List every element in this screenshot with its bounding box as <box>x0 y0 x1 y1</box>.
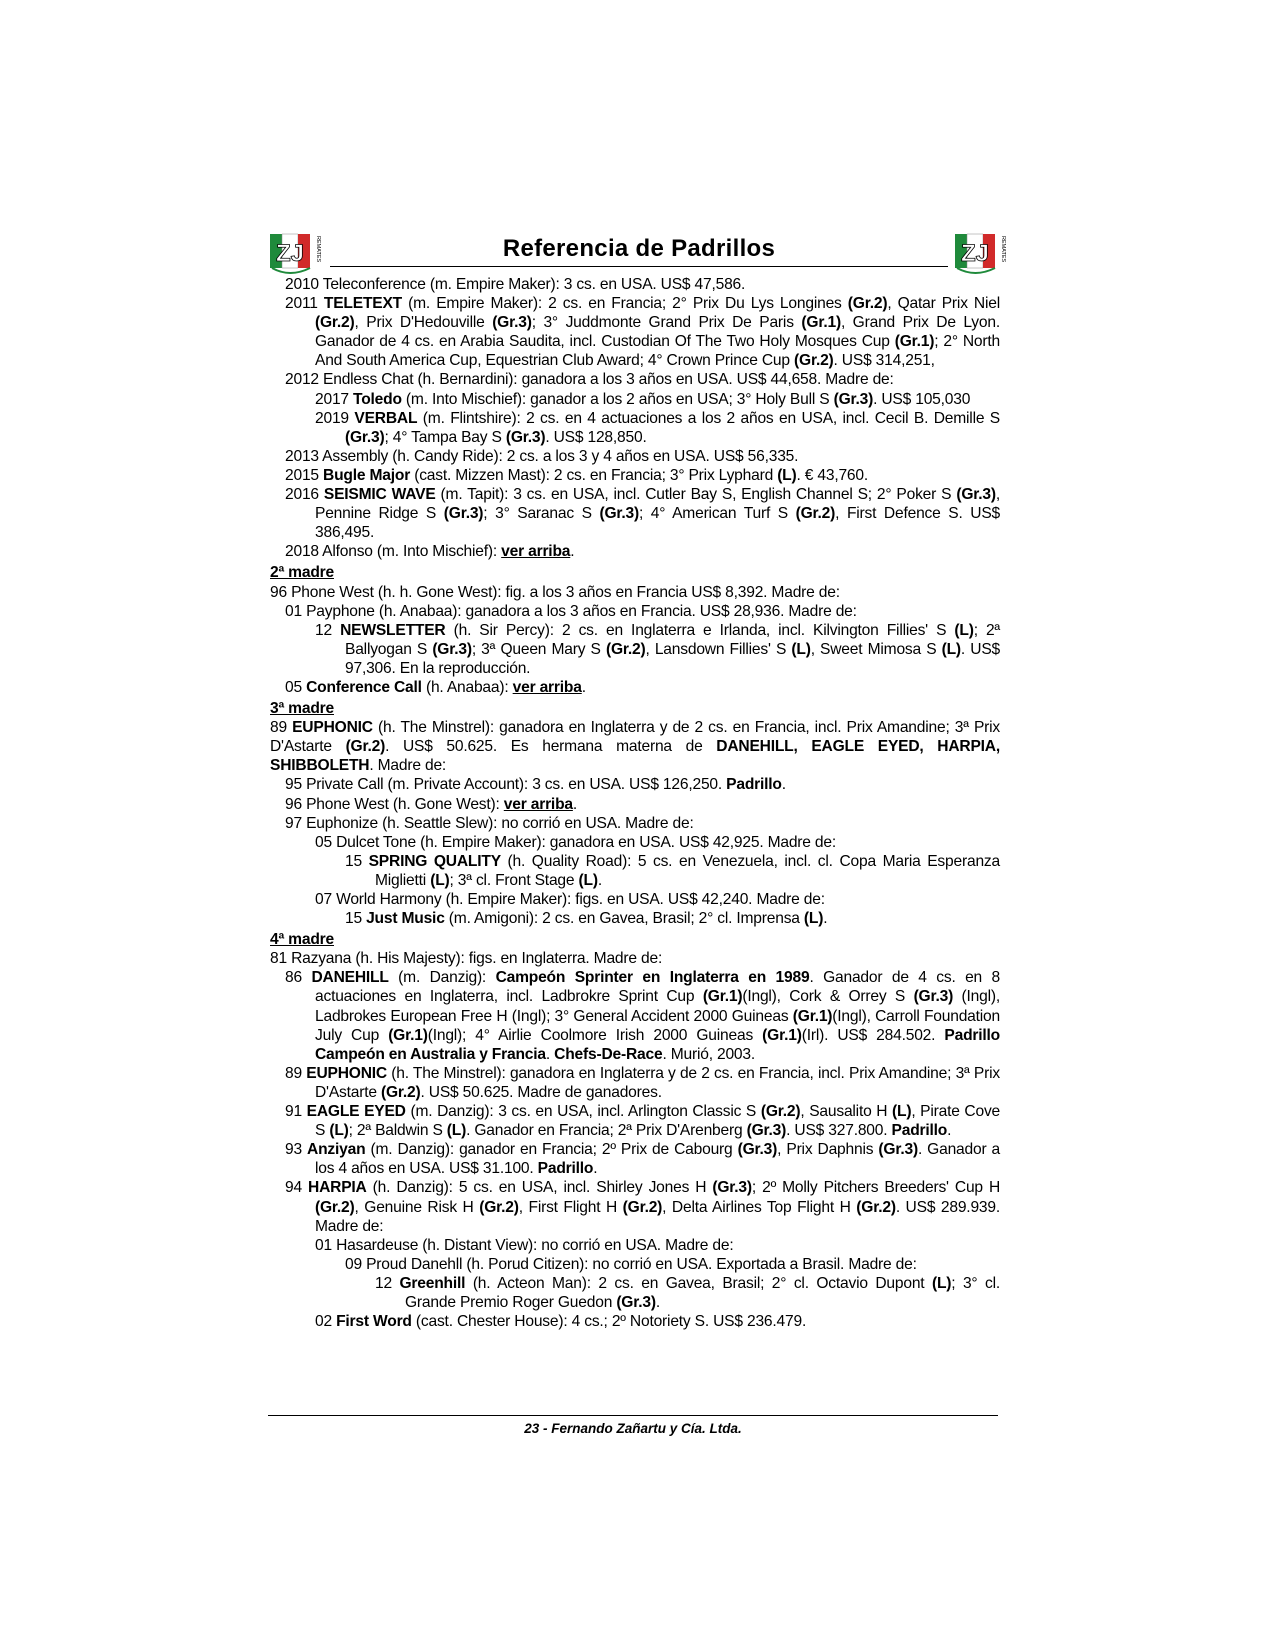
entry-text: . US$ 128,850. <box>545 428 647 446</box>
zj-remates-logo-left <box>268 228 324 276</box>
entry-text: (Gr.3) <box>443 505 484 523</box>
entry-text: DANEHILL, EAGLE EYED, HARPIA, SHIBBOLETH <box>270 738 1000 775</box>
entry-text: EUPHONIC <box>306 1064 387 1082</box>
entry-text: 2019 <box>315 409 355 427</box>
entry-text: 94 <box>285 1179 309 1197</box>
entry-text: 07 World Harmony (h. Empire Maker): figs. en USA. US$ 42,240. Madre de: <box>315 891 825 908</box>
pedigree-entry <box>270 814 1000 833</box>
entry-text: (h. Acteon Man): 2 cs. en Gavea, Brasil; 2° cl. Octavio Dupont <box>465 1274 932 1292</box>
section-heading <box>270 930 1000 949</box>
pedigree-entry <box>270 795 1000 814</box>
entry-text: SPRING QUALITY <box>368 852 501 870</box>
entry-text: . <box>581 678 586 696</box>
pedigree-entry <box>270 447 1000 466</box>
entry-text: . <box>572 795 578 813</box>
pedigree-entry <box>270 370 1000 389</box>
entry-text: . Ganador de 4 cs. en 8 actuaciones en Inglaterra, incl. Ladbrokre Sprint Cup <box>315 969 1001 1006</box>
entry-text: . US$ 50.625. Madre de ganadores. <box>420 1083 662 1101</box>
entry-text: . € 43,760. <box>796 466 868 484</box>
entry-text: (Gr.2) <box>605 640 646 658</box>
entry-text: 97 Euphonize (h. Seattle Slew): no corrió en USA. Madre de: <box>285 814 694 832</box>
entry-text: (Gr.3) <box>913 988 954 1006</box>
entry-text: 95 Private Call (m. Private Account): 3 cs. en USA. US$ 126,250. <box>285 776 727 794</box>
entry-text: (Gr.3) <box>878 1141 918 1159</box>
cross-reference-link[interactable]: ver arriba <box>512 678 582 696</box>
pedigree-entry <box>270 583 1000 602</box>
entry-text: (Gr.3) <box>833 390 874 408</box>
pedigree-entry <box>270 949 1000 968</box>
entry-text: (Gr.2) <box>315 1198 355 1216</box>
entry-text: 15 <box>345 910 367 928</box>
entry-text: (Gr.2) <box>794 352 834 370</box>
entry-text: . US$ 50.625. Es hermana materna de <box>385 738 717 756</box>
entry-text: . Madre de: <box>369 757 447 775</box>
pedigree-entry <box>270 409 1000 447</box>
entry-text: (Gr.2) <box>345 738 386 756</box>
entry-text: (h. Danzig): 5 cs. en USA, incl. Shirley Jones H <box>366 1179 713 1197</box>
entry-text: (Ingl), Ladbrokes European Free H (Ingl); 3° General Accident 2000 Guineas <box>315 988 1001 1025</box>
section-heading <box>270 563 1000 582</box>
entry-text: (L) <box>941 640 961 658</box>
entry-text: 12 <box>375 1274 400 1292</box>
entry-text: ; 4° American Turf S <box>639 505 796 523</box>
entry-text: (Gr.3) <box>345 428 385 446</box>
entry-text: (Gr.1) <box>762 1026 802 1044</box>
entry-text: (m. Flintshire): 2 cs. en 4 actuaciones a los 2 años en USA, incl. Cecil B. Demille S <box>417 409 1000 427</box>
pedigree-entry <box>270 1102 1000 1140</box>
entry-text: 01 Hasardeuse (h. Distant View): no corrió en USA. Madre de: <box>315 1236 734 1254</box>
entry-text: (Gr.1) <box>388 1026 428 1044</box>
entry-text: (h. Quality Road): 5 cs. en Venezuela, incl. cl. Copa Maria Esperanza Miglietti <box>375 852 1000 889</box>
entry-text: 96 Phone West (h. Gone West): <box>285 795 504 813</box>
entry-text: 4ª madre <box>270 931 334 949</box>
entry-text: (Gr.2) <box>795 505 836 523</box>
entry-text: 05 <box>285 678 307 696</box>
entry-text: (Gr.2) <box>856 1198 896 1216</box>
entry-text: EAGLE EYED <box>306 1103 406 1121</box>
pedigree-entry <box>270 1064 1000 1102</box>
pedigree-entry <box>270 1140 1000 1178</box>
entry-text: . US$ 314,251, <box>833 352 935 370</box>
entry-text: ; 4° Tampa Bay S <box>384 428 506 446</box>
entry-text: Conference Call <box>306 678 422 696</box>
entry-text: (cast. Chester House): 4 cs.; 2º Notoriety S. US$ 236.479. <box>411 1313 807 1331</box>
entry-text: (Ingl), Cork & Orrey S <box>742 988 914 1006</box>
entry-text: 15 <box>345 852 369 870</box>
entry-text: (m. Danzig): ganador en Francia; 2º Prix de Cabourg <box>365 1141 738 1159</box>
entry-text: . <box>655 1293 660 1311</box>
entry-text: . US$ 105,030 <box>873 390 971 408</box>
entry-text: . Ganador a los 4 años en USA. US$ 31.100. <box>315 1141 1001 1178</box>
entry-text: (L) <box>578 871 598 889</box>
entry-text: . <box>823 910 828 928</box>
entry-text: NEWSLETTER <box>340 621 446 639</box>
pedigree-entry <box>270 718 1000 775</box>
entry-text: 2013 Assembly (h. Candy Ride): 2 cs. a los 3 y 4 años en USA. US$ 56,335. <box>285 447 799 465</box>
svg-text:REMATES: REMATES <box>1000 236 1006 263</box>
entry-text: (L) <box>954 621 974 639</box>
entry-text: 2010 Teleconference (m. Empire Maker): 3 cs. en USA. US$ 47,586. <box>285 276 746 293</box>
pedigree-entry <box>270 275 1000 294</box>
pedigree-entry <box>270 1178 1000 1235</box>
cross-reference-link[interactable]: ver arriba <box>501 543 571 561</box>
pedigree-entry <box>270 909 1000 928</box>
entry-text: 81 Razyana (h. His Majesty): figs. en Inglaterra. Madre de: <box>270 950 663 968</box>
entry-text: (h. The Minstrel): ganadora en Inglaterra y de 2 cs. en Francia, incl. Prix Amandine; 3ª Prix D'Astarte <box>315 1064 1000 1101</box>
entry-text: , Pirate Cove S <box>315 1103 1001 1140</box>
entry-text: 2016 <box>285 486 324 504</box>
pedigree-entry <box>270 1312 1000 1331</box>
entry-text: . <box>947 1122 952 1140</box>
entry-text: . Ganador en Francia; 2ª Prix D'Arenberg <box>466 1122 747 1140</box>
entry-text: , First Flight H <box>518 1198 623 1216</box>
entry-text: (Gr.2) <box>479 1198 519 1216</box>
entry-text: , Genuine Risk H <box>354 1198 480 1216</box>
entry-text: (m. Danzig): 3 cs. en USA, incl. Arlington Classic S <box>405 1103 761 1121</box>
entry-text: DANEHILL <box>311 969 389 987</box>
entry-text: , First Defence S. US$ 386,495. <box>315 505 1000 542</box>
entry-text: (L) <box>931 1274 952 1292</box>
page-footer: 23 - Fernando Zañartu y Cía. Ltda. <box>524 1421 742 1436</box>
entry-text: Campeón Sprinter en Inglaterra en 1989 <box>495 969 810 987</box>
title-divider <box>330 266 948 267</box>
pedigree-entry <box>270 542 1000 561</box>
entry-text: Padrillo <box>726 776 782 794</box>
pedigree-entry <box>270 294 1000 370</box>
entry-text: HARPIA <box>308 1179 367 1197</box>
entry-text: (Gr.3) <box>432 640 472 658</box>
pedigree-entry <box>270 833 1000 852</box>
pedigree-text-body <box>270 275 1000 1331</box>
entry-text: ; 3° Saranac S <box>483 505 600 523</box>
entry-text: 2012 Endless Chat (h. Bernardini): ganadora a los 3 años en USA. US$ 44,658. Madre de: <box>285 371 894 389</box>
entry-text: Anziyan <box>307 1141 366 1159</box>
entry-text: EUPHONIC <box>292 719 373 737</box>
entry-text: 3ª madre <box>270 700 334 718</box>
entry-text: Bugle Major <box>323 466 411 484</box>
entry-text: ; 3ª cl. Front Stage <box>449 871 579 889</box>
entry-text: (m. Tapit): 3 cs. en USA, incl. Cutler Bay S, English Channel S; 2° Poker S <box>435 486 957 504</box>
entry-text: (m. Into Mischief): ganador a los 2 años en USA; 3° Holy Bull S <box>401 390 834 408</box>
footer-divider <box>268 1415 998 1416</box>
pedigree-entry <box>270 1236 1000 1255</box>
entry-text: 12 <box>315 621 341 639</box>
pedigree-entry <box>270 775 1000 794</box>
entry-text: (Gr.3) <box>737 1141 778 1159</box>
entry-text: (h. Sir Percy): 2 cs. en Inglaterra e Irlanda, incl. Kilvington Fillies' S <box>445 621 955 639</box>
entry-text: Greenhill <box>399 1274 466 1292</box>
entry-text: (Gr.3) <box>505 428 546 446</box>
entry-text: 89 <box>270 719 293 737</box>
entry-text: . <box>545 1045 555 1063</box>
entry-text: (h. Anabaa): <box>421 678 513 696</box>
entry-text: . <box>593 1160 598 1178</box>
entry-text: . <box>570 543 575 561</box>
entry-text: Toledo <box>353 390 402 408</box>
entry-text: 02 <box>315 1313 337 1331</box>
pedigree-entry <box>270 621 1000 678</box>
entry-text: (Gr.3) <box>746 1122 787 1140</box>
entry-text: (Gr.3) <box>956 486 996 504</box>
entry-text: . US$ 97,306. En la reproducción. <box>345 640 1000 677</box>
entry-text: (Gr.2) <box>315 314 355 332</box>
entry-text: ; 2° North And South America Cup, Equestrian Club Award; 4° Crown Prince Cup <box>315 333 1000 370</box>
entry-text: . <box>597 871 602 889</box>
svg-text:ZJ: ZJ <box>960 240 990 267</box>
entry-text: ; 2º Molly Pitchers Breeders' Cup H <box>751 1179 1001 1197</box>
section-heading <box>270 699 1000 718</box>
pedigree-entry <box>270 1274 1000 1312</box>
pedigree-entry <box>270 390 1000 409</box>
zj-remates-logo-right <box>953 228 1009 276</box>
entry-text: (L) <box>777 466 797 484</box>
entry-text: Padrillo <box>891 1122 948 1140</box>
entry-text: . US$ 327.800. <box>786 1122 892 1140</box>
entry-text: 91 <box>285 1103 307 1121</box>
pedigree-entry <box>270 1255 1000 1274</box>
entry-text: (Gr.2) <box>622 1198 663 1216</box>
entry-text: VERBAL <box>354 409 418 427</box>
entry-text: (Gr.2) <box>760 1103 801 1121</box>
entry-text: 2015 <box>285 466 324 484</box>
entry-text: 96 Phone West (h. h. Gone West): fig. a los 3 años en Francia US$ 8,392. Madre de: <box>270 583 840 601</box>
pedigree-entry <box>270 852 1000 890</box>
entry-text: 01 Payphone (h. Anabaa): ganadora a los 3 años en Francia. US$ 28,936. Madre de: <box>285 602 857 620</box>
svg-text:ZJ: ZJ <box>275 240 305 267</box>
entry-text: 93 <box>285 1141 308 1159</box>
entry-text: (L) <box>791 640 811 658</box>
entry-text: (Gr.2) <box>380 1083 421 1101</box>
entry-text: (Gr.3) <box>492 314 532 332</box>
entry-text: , Sausalito H <box>800 1103 893 1121</box>
pedigree-entry <box>270 485 1000 542</box>
entry-text: First Word <box>336 1313 412 1331</box>
entry-text: (m. Amigoni): 2 cs. en Gavea, Brasil; 2° cl. Imprensa <box>444 910 804 928</box>
pedigree-entry <box>270 890 1000 909</box>
pedigree-entry <box>270 602 1000 621</box>
entry-text: 2ª madre <box>270 564 334 582</box>
entry-text: 2018 Alfonso (m. Into Mischief): <box>285 543 502 561</box>
entry-text: ; 3° Juddmonte Grand Prix De Paris <box>531 314 802 332</box>
entry-text: 89 <box>285 1064 307 1082</box>
cross-reference-link[interactable]: ver arriba <box>503 795 573 813</box>
entry-text: , Prix Daphnis <box>777 1141 879 1159</box>
entry-text: (Gr.1) <box>894 333 935 351</box>
entry-text: (Gr.3) <box>616 1293 656 1311</box>
entry-text: Padrillo Campeón en Australia y Francia <box>315 1026 1001 1063</box>
entry-text: . <box>781 776 786 794</box>
entry-text: (L) <box>430 871 450 889</box>
entry-text: , Sweet Mimosa S <box>810 640 942 658</box>
entry-text: (L) <box>446 1122 467 1140</box>
entry-text: (Irl). US$ 284.502. <box>801 1026 945 1044</box>
pedigree-entry <box>270 968 1000 1063</box>
pedigree-entry <box>270 678 1000 697</box>
entry-text: Just Music <box>366 910 445 928</box>
entry-text: , Lansdown Fillies' S <box>645 640 792 658</box>
entry-text: ; 3° cl. Grande Premio Roger Guedon <box>405 1274 1001 1311</box>
entry-text: (m. Empire Maker): 2 cs. en Francia; 2° Prix Du Lys Longines <box>402 295 848 313</box>
entry-text: ; 2ª Ballyogan S <box>345 621 1000 658</box>
entry-text: 2017 <box>315 390 354 408</box>
entry-text: ; 3ª Queen Mary S <box>471 640 606 658</box>
entry-text: . Murió, 2003. <box>662 1045 756 1063</box>
entry-text: 09 Proud Danehll (h. Porud Citizen): no corrió en USA. Exportada a Brasil. Madre de: <box>345 1255 917 1273</box>
entry-text: , Prix D'Hedouville <box>354 314 493 332</box>
entry-text: , Grand Prix De Lyon. Ganador de 4 cs. en Arabia Saudita, incl. Custodian Of The Two Holy Mosques Cup <box>315 314 1000 351</box>
entry-text: (L) <box>892 1103 912 1121</box>
entry-text: ; 2ª Baldwin S <box>348 1122 447 1140</box>
entry-text: (Gr.1) <box>801 314 841 332</box>
entry-text: 05 Dulcet Tone (h. Empire Maker): ganadora en USA. US$ 42,925. Madre de: <box>315 833 836 851</box>
entry-text: , Qatar Prix Niel <box>887 295 1000 313</box>
entry-text: (cast. Mizzen Mast): 2 cs. en Francia; 3° Prix Lyphard <box>410 466 778 484</box>
entry-text: , Delta Airlines Top Flight H <box>662 1198 857 1216</box>
svg-text:REMATES: REMATES <box>315 236 321 263</box>
entry-text: (Ingl); 4° Airlie Coolmore Irish 2000 Guineas <box>427 1026 763 1044</box>
entry-text: (Gr.3) <box>712 1179 752 1197</box>
entry-text: Chefs-De-Race <box>554 1045 663 1063</box>
entry-text: (L) <box>803 910 824 928</box>
entry-text: (Gr.1) <box>792 1007 833 1025</box>
entry-text: (Gr.3) <box>599 505 639 523</box>
entry-text: (Gr.2) <box>847 295 888 313</box>
pedigree-entry <box>270 466 1000 485</box>
entry-text: SEISMIC WAVE <box>323 486 436 504</box>
entry-text: 86 <box>285 969 312 987</box>
entry-text: TELETEXT <box>323 295 402 313</box>
page-title: Referencia de Padrillos <box>502 235 776 262</box>
entry-text: (m. Danzig): <box>388 969 496 987</box>
entry-text: , Pennine Ridge S <box>315 486 1000 523</box>
entry-text: (Gr.1) <box>702 988 743 1006</box>
entry-text: Padrillo <box>537 1160 594 1178</box>
entry-text: 2011 <box>285 295 324 313</box>
entry-text: . US$ 289.939. Madre de: <box>315 1198 1000 1235</box>
entry-text: (L) <box>329 1122 349 1140</box>
entry-text: (h. The Minstrel): ganadora en Inglaterra y de 2 cs. en Francia, incl. Prix Amandine; 3ª Prix D'Astarte <box>270 719 1000 756</box>
entry-text: (Ingl), Carroll Foundation July Cup <box>315 1007 1000 1044</box>
